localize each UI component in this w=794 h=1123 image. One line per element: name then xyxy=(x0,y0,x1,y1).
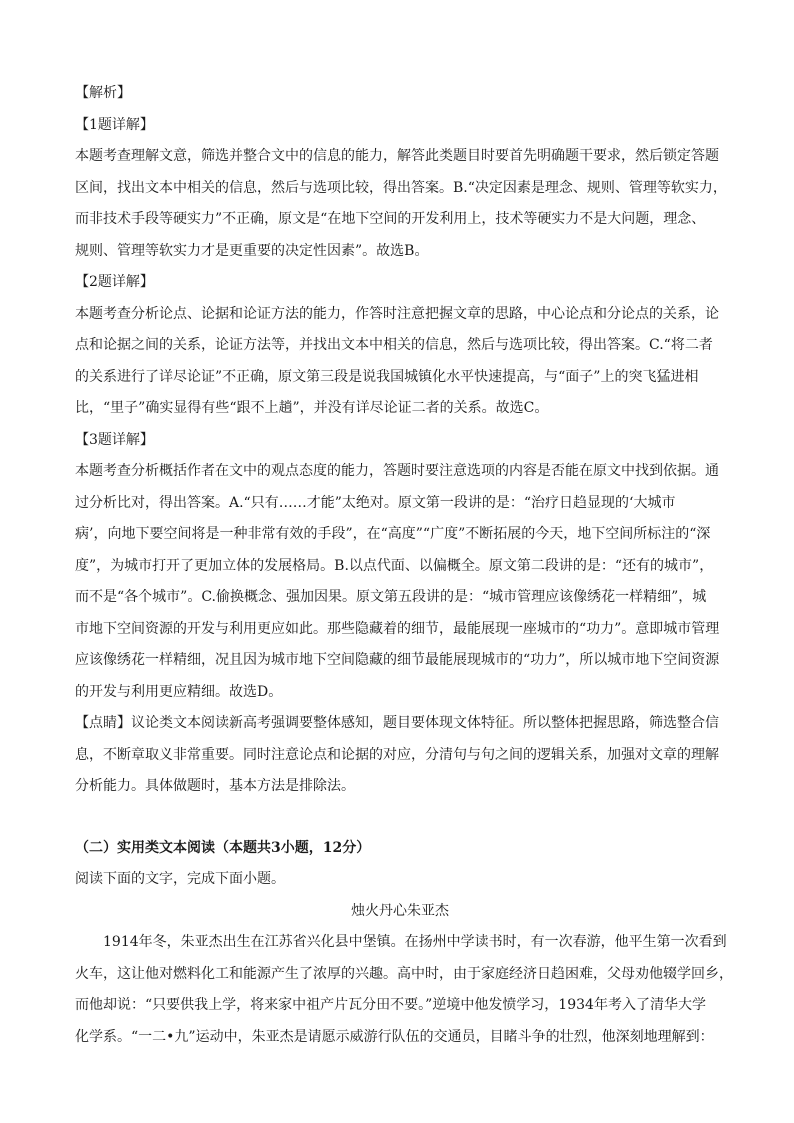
q3-line: 应该像绣花一样精细，况且因为城市地下空间隐藏的细节最能展现城市的“功力”，所以城市地下空间资源 xyxy=(75,652,720,668)
q2-line: 本题考查分析论点、论据和论证方法的能力，作答时注意把握文章的思路，中心论点和分论点的关系，论 xyxy=(75,305,719,322)
q1-heading: 【1题详解】 xyxy=(75,116,154,133)
q3-line: 度”，为城市打开了更加立体的发展格局。B.以点代面、以偏概全。原文第二段讲的是：“还有的城市”， xyxy=(75,557,714,574)
section2-heading: （二）实用类文本阅读（本题共3小题，12分） xyxy=(75,839,371,856)
q3-line: 的开发与利用更应精细。故选D。 xyxy=(75,683,283,700)
tips-heading: 【点睛】 xyxy=(75,715,131,731)
tips-line: 分析能力。具体做题时，基本方法是排除法。 xyxy=(75,778,355,794)
q3-line: 市地下空间资源的开发与利用更应如此。那些隐藏着的细节，最能展现一座城市的“功力”。意即城市管理 xyxy=(75,620,720,637)
q1-line: 而非技术手段等硬实力”不正确，原文是“在地下空间的开发利用上，技术等硬实力不是大问题，理念、 xyxy=(75,211,706,227)
section2-instruction: 阅读下面的文字，完成下面小题。 xyxy=(75,871,285,887)
q3-line: 病’，向地下要空间将是一种非常有效的手段”，在“高度”“广度”不断拓展的今天，地下空间所标注的“深 xyxy=(75,526,711,542)
q3-heading: 【3题详解】 xyxy=(75,431,154,448)
q1-line: 规则、管理等软实力才是更重要的决定性因素”。故选B。 xyxy=(75,242,429,259)
q2-heading: 【2题详解】 xyxy=(75,274,154,290)
article-line: 火车，这让他对燃料化工和能源产生了浓厚的兴趣。高中时，由于家庭经济日趋困难，父母劝他辍学回乡， xyxy=(75,965,733,982)
article-title: 烛火丹心朱亚杰 xyxy=(351,902,449,919)
tips-paragraph xyxy=(75,708,725,740)
q1-line: 区间，找出文本中相关的信息，然后与选项比较，得出答案。B.“决定因素是理念、规则、管理等软实力， xyxy=(75,179,727,196)
section-spacer xyxy=(75,803,725,833)
article-line: 1914年冬，朱亚杰出生在江苏省兴化县中堡镇。在扬州中学读书时，有一次春游，他平生第一次看到 xyxy=(103,934,727,950)
q2-line: 的关系进行了详尽论证”不正确，原文第三段是说我国城镇化水平快速提高，与“面子”上的突飞猛进相 xyxy=(75,368,699,385)
analysis-heading: 【解析】 xyxy=(75,85,131,101)
q2-line: 比，“里子”确实显得有些“跟不上趟”，并没有详尽论证二者的关系。故选C。 xyxy=(75,400,549,416)
tips-line: 议论类文本阅读新高考强调要整体感知，题目要体现文体特征。所以整体把握思路，筛选整合信 xyxy=(131,715,719,731)
tips-line: 息，不断章取义非常重要。同时注意论点和论据的对应，分清句与句之间的逻辑关系，加强对文章的理解 xyxy=(75,746,719,763)
q3-line: 而不是“各个城市”。C.偷换概念、强加因果。原文第五段讲的是：“城市管理应该像绣花一样精细”，城 xyxy=(75,589,707,605)
document-page xyxy=(75,78,733,1053)
q3-line: 过分析比对，得出答案。A.“只有……才能”太绝对。原文第一段讲的是：“治疗日趋显现的‘大城市 xyxy=(75,494,676,511)
q2-line: 点和论据之间的关系，论证方法等，并找出文本中相关的信息，然后与选项比较，得出答案。C.“将二者 xyxy=(75,337,713,353)
q1-line: 本题考查理解文意，筛选并整合文中的信息的能力，解答此类题目时要首先明确题干要求，然后锁定答题 xyxy=(75,148,719,164)
article-line: 而他却说：“只要供我上学，将来家中祖产片瓦分田不要。”逆境中他发愤学习，1934年考入了清华大学 xyxy=(75,997,706,1013)
article-line: 化学系。“一二•九”运动中，朱亚杰是请愿示威游行队伍的交通员，目睹斗争的壮烈，他深刻地理解到： xyxy=(75,1028,714,1045)
q3-line: 本题考查分析概括作者在文中的观点态度的能力，答题时要注意选项的内容是否能在原文中找到依据。通 xyxy=(75,463,719,479)
